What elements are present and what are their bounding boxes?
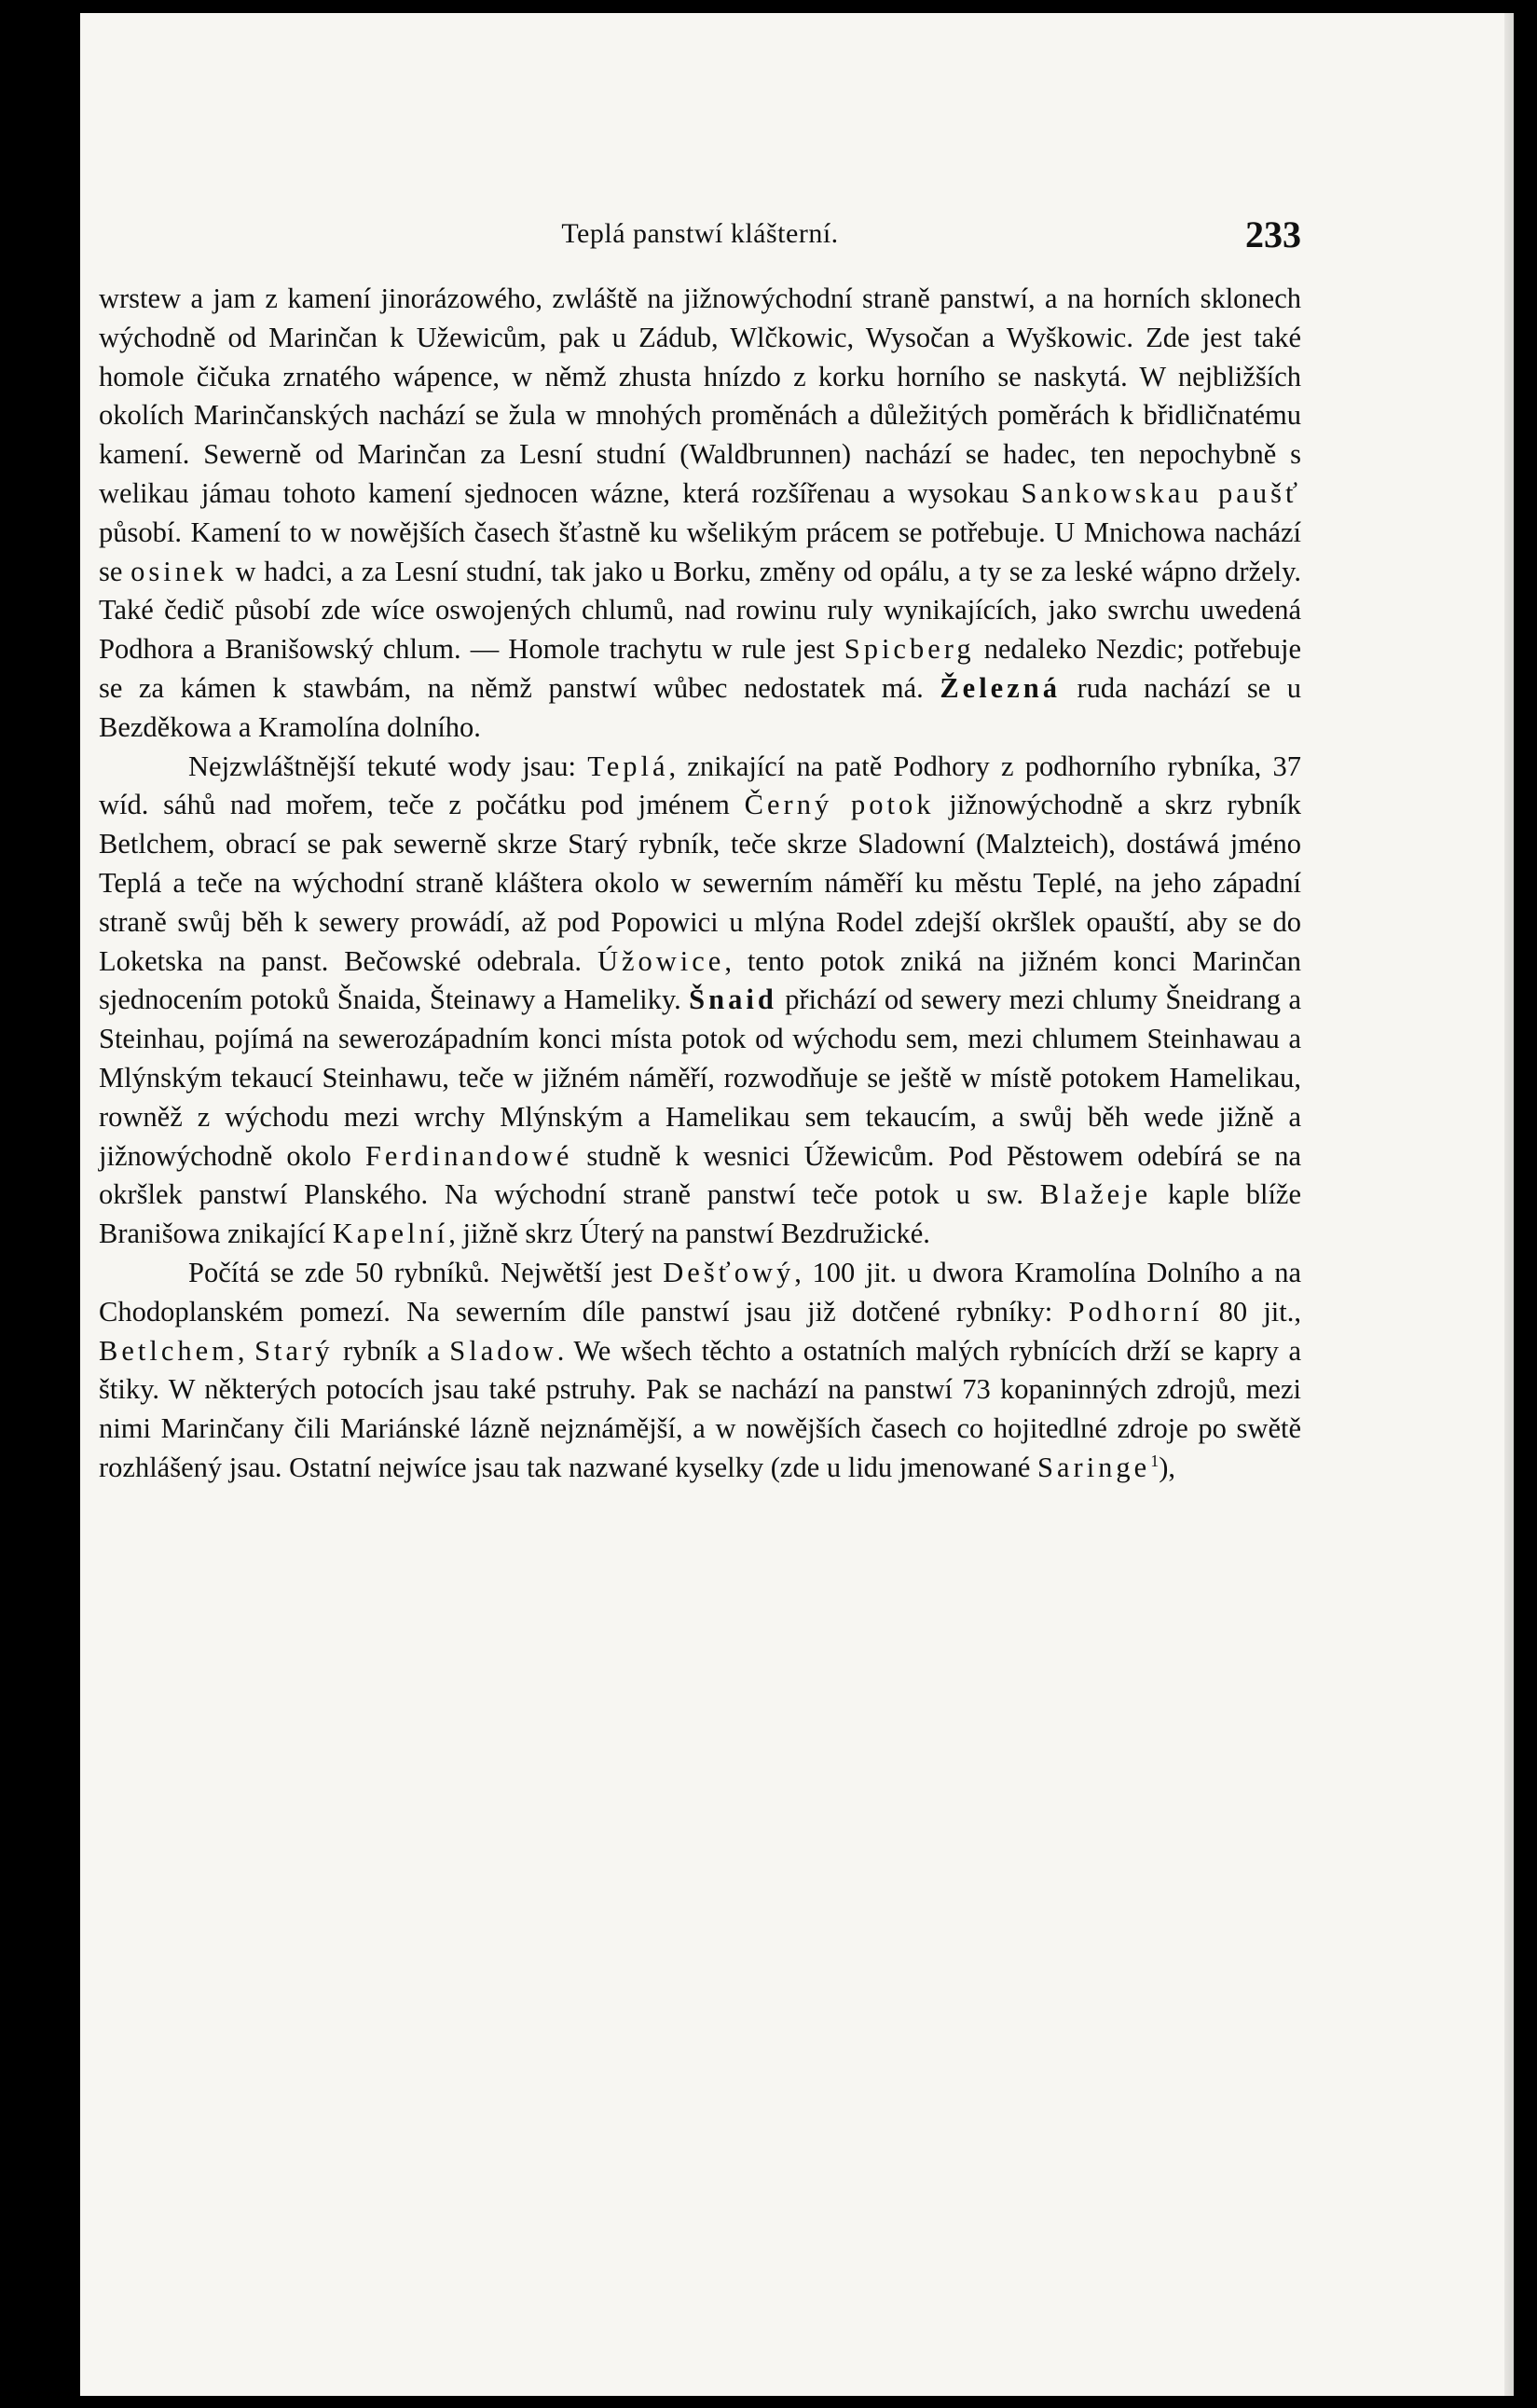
text-run: Počítá se zde 50 rybníků. Nejwětší jest: [188, 1256, 664, 1288]
spaced-term: Podhorní: [1068, 1295, 1203, 1328]
paragraph-p3: [99, 1254, 1301, 1488]
text-run: přichází od sewerу mezi chlumy Šneidrang a Steinhau, pojímá na sewerozápadním konci místa potok od wýchodu sem, mezi chlumem Steinhawau a Mlýnským tekaucí Steinhawu, teče w jižném náměří, rozwodňuje se ještě w místě potokem Hamelikau, rowněž z wýchodu mezi wrchy Mlýnským a Hamelikau sem tekaucím, a swůj běh wede jižně a jižnowýchodně okolo: [99, 984, 1301, 1172]
text-run: w hadci, a za Lesní studní, tak jako u Borku, změny od opálu, a ty se za leské wápno držely. Také čedič působí zde wíce oswojených chlumů, nad rowinu ruly wynikajících, jako swrchu uwedená Podhora a Branišowský chlum. — Homole trachytu w rule jest: [99, 555, 1301, 666]
text-run: nedaleko Nezdic; potřebuje se za kámen k stawbám, na němž panstwí wůbec nedostatek má.: [99, 633, 1301, 704]
text-run: , jižně skrz Úterý na panstwí Bezdružické.: [448, 1218, 930, 1250]
paragraph-p1: [99, 280, 1301, 748]
text-run: studně k wesnici Úžewicům. Pod Pěstowem odebírá se na okršlek panstwí Planského. Na wýchodní straně panstwí teče potok u sw.: [99, 1139, 1301, 1211]
spaced-term: Sladow: [449, 1334, 557, 1367]
spaced-term: Teplá: [587, 750, 669, 782]
page-number: 233: [1245, 213, 1301, 255]
body-text: [99, 280, 1301, 1488]
spaced-term: Železná: [940, 671, 1061, 704]
spaced-term: osinek: [130, 555, 227, 587]
text-run: jižnowýchodně a skrz rybník Betlchem, obrací se pak sewerně skrze Starý rybník, teče skrze Sladowní (Malzteich), dostáwá jméno Teplá a teče na wýchodní straně kláštera okolo w sewerním náměří ku městu Teplé, na jeho západní straně swůj běh k sewerу prowádí, až pod Popowici u mlýna Rodel zdejší okršlek opauští, aby se do Loketska na panst. Bečowské odebrala.: [99, 789, 1301, 977]
spaced-term: Spicberg: [844, 633, 975, 666]
text-run: ,: [237, 1334, 255, 1367]
text-run: , tento potok zniká na jižném konci Marinčan sjednocením potoků Šnaida, Šteinawy a Hameliky.: [99, 944, 1301, 1016]
text-run: , znikající na patě Podhory z podhorního rybníka, 37 wíd. sáhů nad mořem, teče z počátku pod jménem: [99, 750, 1301, 821]
paragraph-p2: [99, 748, 1301, 1254]
running-title: Teplá panstwí klášterní.: [561, 218, 839, 249]
spaced-term: Betlchem: [99, 1334, 238, 1367]
spaced-term: Dešťowý: [663, 1256, 795, 1288]
text-run: . We wšech těchto a ostatních malých rybnících drží se kapry a štiky. W některých potocích jsau také pstruhy. Pak se nachází na panstwí 73 kopaninných zdrojů, mezi nimi Marinčany čili Mariánské lázně nejznámější, a w nowějších časech co hojitedlné zdroje po swětě rozhlášený jsau. Ostatní nejwíce jsau tak nazwané kyselky (zde u lidu jmenowané: [99, 1334, 1301, 1483]
text-run: 80 jit.,: [1202, 1295, 1301, 1328]
text-run: wrstew a jam z kamení jinorázowého, zwláště na jižnowýchodní straně panstwí, a na horních sklonech wýchodně od Marinčan k Užewicům, pak u Zádub, Wlčkowic, Wysočan a Wyškowic. Zde jest také homole čičuka zrnatého wápence, w němž zhusta hnízdo z korku horního se naskytá. W nejbližších okolích Marinčanských nachází se žula w mnohých proměnách a důležitých poměrách k břidličnatému kamení. Sewerně od Marinčan za Lesní studní (Waldbrunnen) nachází se hadec, ten nepochybně s welikau jámau tohoto kamení sjednocen wázne, která rozšířenau a wysokau: [99, 282, 1301, 509]
footnote-marker: 1: [1150, 1451, 1160, 1470]
spaced-term: Úžowice: [597, 944, 725, 977]
spaced-term: Sankowskau paušť: [1021, 476, 1301, 509]
page-edge-shadow: [1504, 13, 1514, 2396]
text-run: ),: [1159, 1451, 1175, 1483]
spaced-term: Šnaid: [689, 984, 777, 1016]
text-run: , 100 jit. u dwora Kramolína Dolního a na Chodoplanském pomezí. Na sewerním díle panstwí jsau již dotčené rybníky:: [99, 1256, 1302, 1328]
text-run: působí. Kamení to w nowějších časech šťastně ku wšelikým prácem se potřebuje. U Mnichowa nachází se: [99, 516, 1301, 587]
spaced-term: Černý potok: [744, 789, 935, 821]
spaced-term: Ferdinandowé: [364, 1139, 573, 1172]
text-run: rybník a: [333, 1334, 450, 1367]
spaced-term: Blažeje: [1039, 1178, 1152, 1211]
text-run: kaple blíže Branišowa znikající: [99, 1178, 1301, 1250]
text-run: ruda nachází se u Bezděkowa a Kramolína dolního.: [99, 671, 1301, 743]
text-run: Nejzwláštnější tekuté wody jsau:: [188, 750, 588, 782]
spaced-term: Kapelní: [332, 1218, 449, 1250]
spaced-term: Starý: [254, 1334, 334, 1367]
spaced-term: Saringe: [1037, 1451, 1151, 1483]
page-header: [99, 213, 1301, 259]
